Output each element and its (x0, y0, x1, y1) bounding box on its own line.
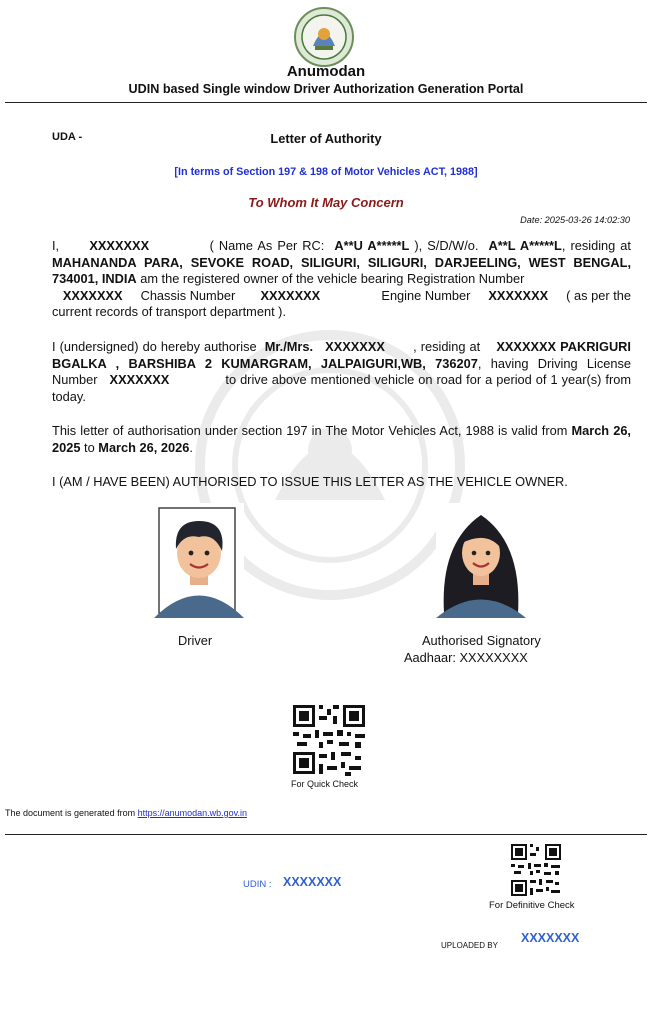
text-registered-owner: am the registered owner of the vehicle bearing Registration Number (140, 271, 525, 287)
portal-link[interactable]: https://anumodan.wb.gov.in (137, 808, 247, 818)
driver-address: PAKRIGURI BGALKA , BARSHIBA 2 KUMARGRAM, JALPAIGURI,WB, 736207 (52, 339, 635, 371)
validity-paragraph (52, 423, 635, 456)
aadhaar-number: Aadhaar: XXXXXXXX (404, 650, 528, 665)
chassis-number: XXXXXXX (260, 287, 321, 303)
mr-mrs-label: Mr./Mrs. (264, 339, 314, 354)
driver-label: Driver (178, 633, 213, 648)
generated-from-label: The document is generated from (5, 808, 136, 818)
letter-title: Letter of Authority (270, 131, 382, 146)
text-sdw: ), S/D/W/o. (414, 238, 479, 253)
govt-emblem-logo (293, 6, 355, 68)
udin-label: UDIN : (243, 879, 272, 890)
owner-address: MAHANANDA PARA, SEVOKE ROAD, SILIGURI, SILIGURI, DARJEELING, WEST BENGAL, 734001, INDIA (52, 254, 635, 287)
owner-name: XXXXXXX (89, 238, 150, 253)
text-period: . (189, 439, 193, 455)
engine-number: XXXXXXX (488, 287, 549, 303)
rc-name: A**U A*****L (334, 238, 410, 253)
text-residing-at: , residing at (413, 339, 481, 354)
letter-date: Date: 2025-03-26 14:02:30 (520, 215, 630, 225)
text-i: I, (52, 238, 60, 253)
signatory-photo (436, 503, 526, 618)
chassis-label: Chassis Number (140, 287, 236, 303)
signatory-label: Authorised Signatory (422, 633, 541, 648)
salutation: To Whom It May Concern (248, 195, 404, 210)
definitive-check-qr-code[interactable] (508, 842, 564, 898)
authorisation-paragraph (52, 339, 635, 405)
driver-photo (154, 503, 244, 618)
text-having-dl: , having Driving License Number (52, 355, 635, 388)
text-validity: This letter of authorisation under section 197 in The Motor Vehicles Act, 1988 is valid from (52, 423, 568, 438)
parent-name: A**L A*****L (488, 238, 562, 253)
footer-divider (5, 834, 647, 835)
driving-license-number: XXXXXXX (109, 372, 170, 388)
text-to: to (84, 439, 95, 455)
text-name-as-per-rc: ( Name As Per RC: (209, 238, 325, 253)
quick-check-qr-code[interactable] (289, 702, 369, 780)
registration-number: XXXXXXX (62, 287, 123, 303)
text-authorise: I (undersigned) do hereby authorise (52, 339, 257, 354)
driver-name: XXXXXXX (325, 339, 385, 354)
uploaded-by-label: UPLOADED BY (441, 941, 498, 950)
valid-to-date: March 26, 2026 (98, 439, 190, 455)
valid-from-date: March 26, 2025 (52, 423, 635, 455)
authorised-statement: I (AM / HAVE BEEN) AUTHORISED TO ISSUE THIS LETTER AS THE VEHICLE OWNER. (52, 474, 568, 489)
quick-check-caption: For Quick Check (291, 779, 359, 789)
section-reference: [In terms of Section 197 & 198 of Motor Vehicles ACT, 1988] (174, 166, 478, 178)
driver-field: XXXXXXX (496, 339, 557, 354)
udin-value: XXXXXXX (283, 875, 342, 889)
generated-from-text (5, 808, 247, 818)
uploaded-by-value: XXXXXXX (521, 931, 580, 945)
text-drive-vehicle: to drive above mentioned vehicle on road for a period of 1 year(s) from today. (52, 372, 635, 404)
definitive-check-caption: For Definitive Check (489, 900, 575, 911)
text-residing-at: , residing at (561, 238, 631, 253)
app-name: Anumodan (286, 63, 366, 80)
header-divider (5, 102, 647, 103)
portal-title: UDIN based Single window Driver Authorization Generation Portal (128, 82, 524, 96)
text-as-per-records: ( as per the current records of transport department ). (52, 287, 635, 320)
owner-declaration-paragraph (52, 238, 635, 321)
engine-label: Engine Number (381, 287, 471, 303)
uda-label: UDA - (52, 131, 83, 143)
